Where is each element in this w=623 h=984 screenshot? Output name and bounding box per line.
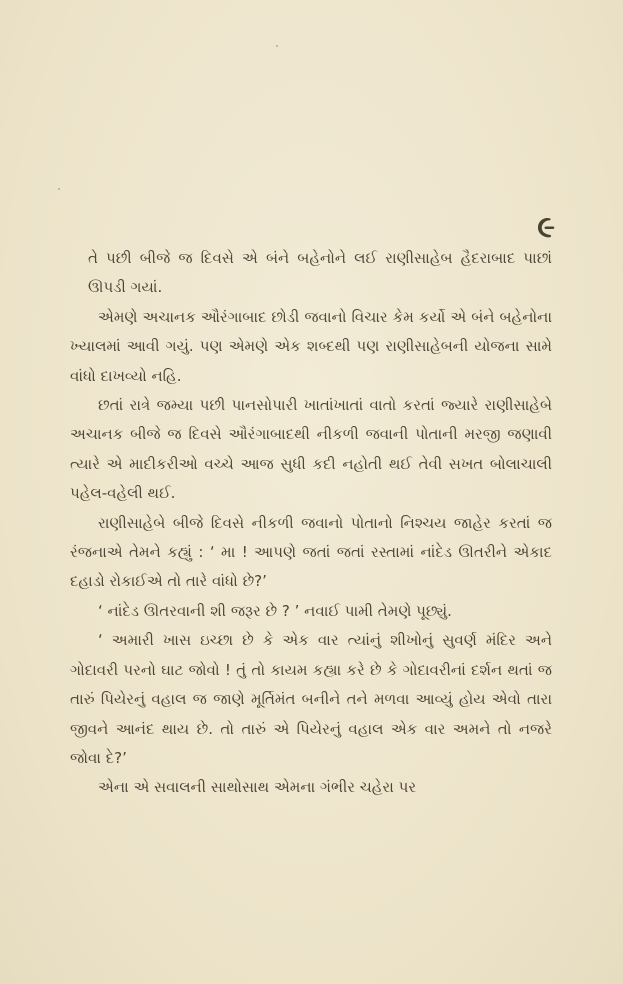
paragraph: ‘ નાંદેડ ઊતરવાની શી જરૂર છે ? ’ નવાઈ પામી તેમણે પૂછ્યું. — [98, 601, 452, 620]
paragraph: એના એ સવાલની સાથોસાથ એમના ગંભીર ચહેરા પર — [98, 778, 417, 797]
paragraph: ‘ અમારી ખાસ ઇચ્છા છે કે એક વાર ત્યાંનું શીખોનું સુવર્ણ મંદિર અને ગોદાવરી પરનો ઘાટ જોવો ! તું તો કાયમ કહ્યા કરે છે કે ગોદાવરીનાં દર્શન થતાં જ તારું પિયેરનું વહાલ જ જાણે મૂર્તિમંત બનીને તને મળવા આવ્યું હોય એવો તારા જીવને આનંદ થાય છે. તો તારું એ પિયેરનું વહાલ એક વાર અમને તો નજરે જોવા દે?’ — [70, 631, 552, 767]
paragraph: એમણે અચાનક ઔરંગાબાદ છોડી જવાનો વિચાર કેમ કર્યો એ બંને બહેનોના ખ્યાલમાં આવી ગયું. પણ એમણે એક શબ્દથી પણ રાણીસાહેબની યોજના સામે વાંધો દાખવ્યો નહિ. — [70, 307, 552, 385]
paragraph: રાણીસાહેબે બીજે દિવસે નીકળી જવાનો પોતાનો નિશ્ચય જાહેર કરતાં જ રંજનાએ તેમને કહ્યું : ‘ મા ! આપણે જતાં જતાં રસ્તામાં નાંદેડ ઊતરીને એકાદ દહાડો રોકાઈએ તો તારે વાંધો છે?’ — [70, 513, 552, 591]
paragraph: તે પછી બીજે જ દિવસે એ બંને બહેનોને લઈ રાણીસાહેબ હૈદરાબાદ પાછાં ઊપડી ગયાં. — [88, 249, 552, 297]
chapter-number: ૯ — [537, 210, 555, 245]
paper-speck — [58, 188, 60, 190]
paper-speck — [276, 45, 278, 47]
body-text — [70, 244, 552, 803]
paragraph: છતાં રાત્રે જમ્યા પછી પાનસોપારી ખાતાંખાતાં વાતો કરતાં જ્યારે રાણીસાહેબે અચાનક બીજે જ દિવસે ઔરંગાબાદથી નીકળી જવાની પોતાની મરજી જણાવી ત્યારે એ માદીકરીઓ વચ્ચે આજ સુધી કદી નહોતી થઈ તેવી સખત બોલાચાલી પહેલ-વહેલી થઈ. — [70, 396, 552, 503]
